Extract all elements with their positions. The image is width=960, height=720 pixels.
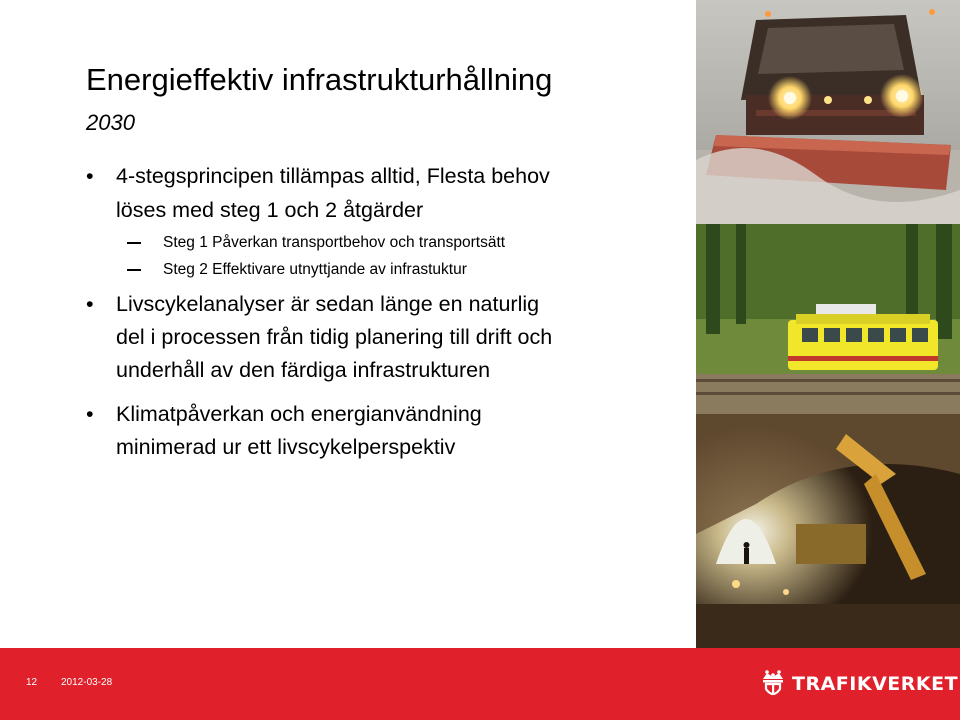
bullet-dot: •	[86, 292, 94, 316]
dash-marker	[127, 242, 141, 244]
sub-bullet-text: Steg 2 Effektivare utnyttjande av infrastuktur	[163, 261, 467, 278]
slide-title: Energieffektiv infrastrukturhållning	[86, 62, 553, 97]
bullet-text-line: del i processen från tidig planering till drift och	[116, 325, 553, 349]
footer-bar	[0, 648, 960, 720]
logo-wordmark: TRAFIKVERKET	[792, 673, 959, 695]
snowplow-truck-photo	[696, 0, 960, 224]
bullet-text-line: Livscykelanalyser är sedan länge en naturlig	[116, 292, 540, 316]
dash-marker	[127, 269, 141, 271]
bullet-text-line: underhåll av den färdiga infrastrukturen	[116, 358, 491, 382]
tunnel-construction-photo	[696, 414, 960, 648]
page-number: 12	[26, 677, 38, 688]
bullet-text-line: löses med steg 1 och 2 åtgärder	[116, 198, 424, 222]
crown-emblem-icon	[760, 669, 786, 699]
sub-bullet-text: Steg 1 Påverkan transportbehov och transportsätt	[163, 234, 506, 251]
yellow-rail-inspection-train-photo	[696, 224, 960, 414]
trafikverket-logo	[760, 667, 958, 701]
slide-subtitle: 2030	[86, 110, 135, 135]
bullet-dot: •	[86, 164, 94, 188]
bullet-dot: •	[86, 402, 94, 426]
footer-date: 2012-03-28	[61, 677, 113, 688]
bullet-text-line: 4-stegsprincipen tillämpas alltid, Flesta behov	[116, 164, 550, 188]
bullet-text-line: minimerad ur ett livscykelperspektiv	[116, 435, 456, 459]
bullet-text-line: Klimatpåverkan och energianvändning	[116, 402, 482, 426]
